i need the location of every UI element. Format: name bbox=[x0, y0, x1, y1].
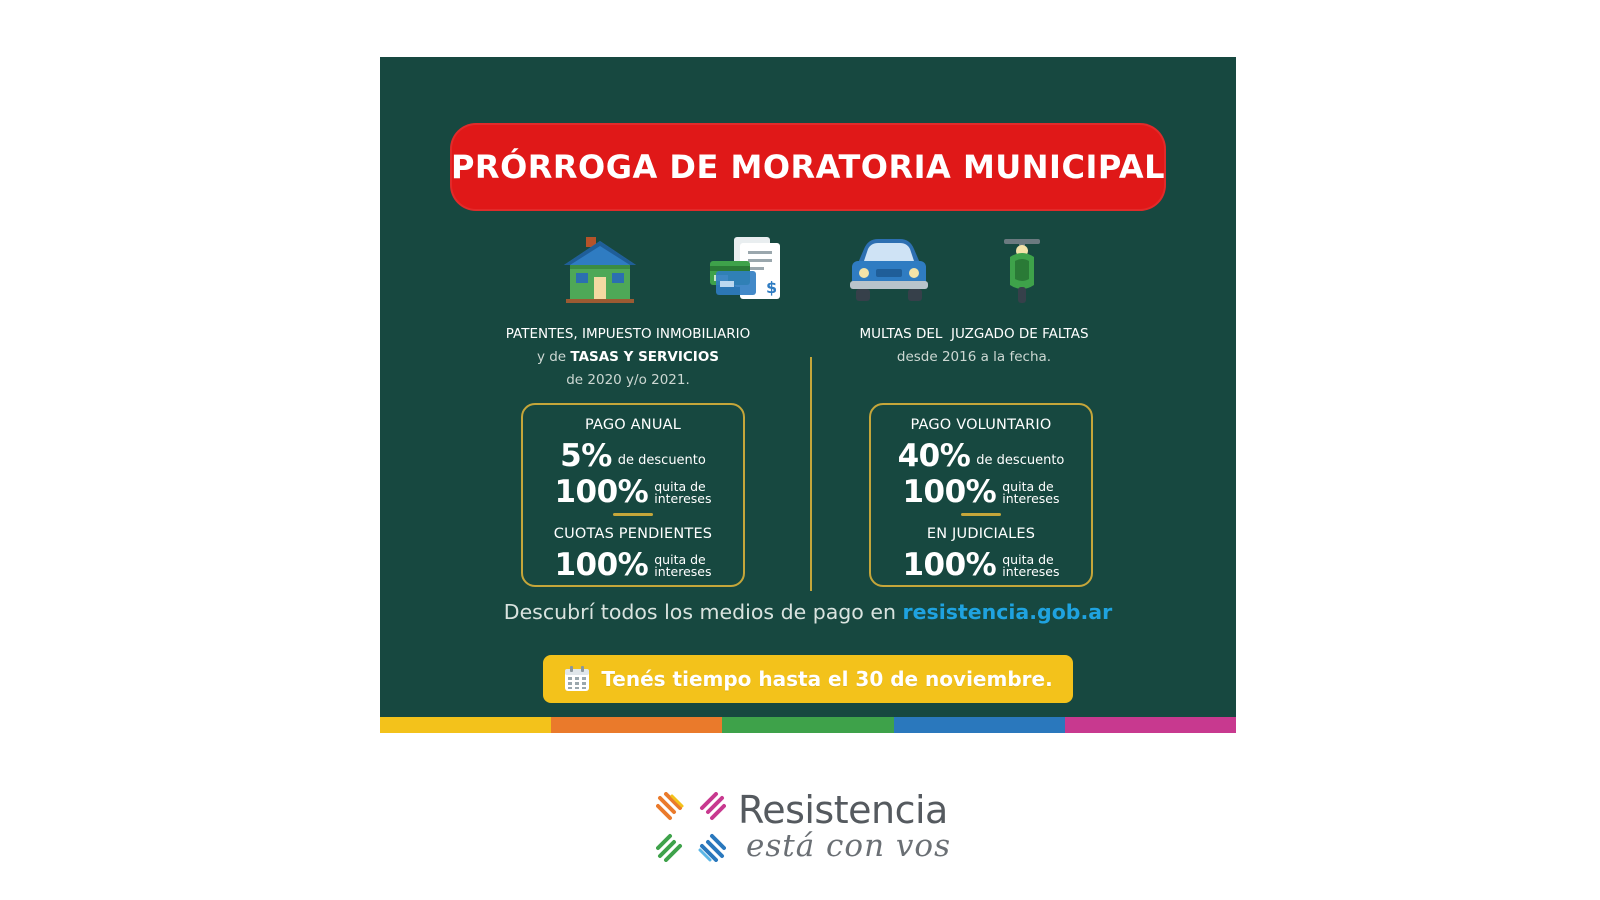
interest-value: 100% bbox=[554, 474, 649, 510]
property-taxes-line-2 bbox=[470, 346, 786, 369]
box-heading-annual: PAGO ANUAL bbox=[584, 417, 682, 433]
discount-label: de descuento bbox=[976, 453, 1065, 468]
interest-value-pending: 100% bbox=[554, 547, 649, 583]
interest-label bbox=[1002, 478, 1060, 506]
logo-tagline: está con vos bbox=[746, 828, 951, 864]
color-stripe bbox=[380, 717, 1236, 733]
interest-label-a: quita de bbox=[654, 478, 706, 494]
interest-label-pending bbox=[654, 551, 712, 579]
column-divider bbox=[810, 357, 812, 591]
fines-line-2: desde 2016 a la fecha. bbox=[896, 349, 1052, 365]
box-heading-judicial: EN JUDICIALES bbox=[926, 526, 1036, 542]
logo-name: Resistencia bbox=[738, 788, 948, 832]
svg-text:$: $ bbox=[766, 278, 778, 297]
deadline-text: Tenés tiempo hasta el 30 de noviembre. bbox=[601, 667, 1053, 691]
box-heading-pending: CUOTAS PENDIENTES bbox=[553, 526, 713, 542]
payment-methods-text bbox=[380, 600, 1236, 624]
interest-label-b: intereses bbox=[1002, 490, 1060, 506]
discount-row bbox=[523, 438, 743, 474]
interest-label bbox=[654, 478, 712, 506]
interest-label-b: intereses bbox=[654, 490, 712, 506]
property-taxes-line-1: PATENTES, IMPUESTO INMOBILIARIO bbox=[505, 326, 751, 342]
car-icon bbox=[848, 235, 930, 305]
resistencia-logo bbox=[656, 788, 966, 868]
interest-row bbox=[523, 474, 743, 510]
gold-separator bbox=[613, 513, 653, 516]
documents-payment-icon bbox=[708, 235, 780, 305]
voluntary-payment-box bbox=[869, 403, 1093, 587]
interest-row-pending bbox=[523, 547, 743, 583]
property-taxes-line-2-prefix: y de bbox=[536, 349, 571, 365]
title-banner bbox=[450, 123, 1166, 211]
fines-line-1: MULTAS DEL JUZGADO DE FALTAS bbox=[859, 326, 1089, 342]
resistencia-logo-mark bbox=[656, 792, 726, 862]
interest-row bbox=[871, 474, 1091, 510]
fines-description bbox=[816, 323, 1132, 369]
property-taxes-line-3: de 2020 y/o 2021. bbox=[566, 372, 690, 388]
interest-label-judicial-b: intereses bbox=[1002, 563, 1060, 579]
property-taxes-description bbox=[470, 323, 786, 392]
scooter-icon bbox=[1000, 235, 1044, 305]
house-icon bbox=[560, 235, 640, 305]
property-taxes-line-2-bold: TASAS Y SERVICIOS bbox=[570, 349, 720, 365]
interest-label-a: quita de bbox=[1002, 478, 1054, 494]
interest-label-pending-a: quita de bbox=[654, 551, 706, 567]
stripe-orange bbox=[551, 717, 722, 733]
box-heading-voluntary: PAGO VOLUNTARIO bbox=[910, 417, 1052, 433]
annual-payment-box bbox=[521, 403, 745, 587]
discount-label: de descuento bbox=[617, 453, 706, 468]
interest-value-judicial: 100% bbox=[902, 547, 997, 583]
stripe-magenta bbox=[1065, 717, 1236, 733]
payment-methods-link[interactable]: resistencia.gob.ar bbox=[902, 600, 1113, 624]
deadline-banner bbox=[543, 655, 1073, 703]
discount-value: 40% bbox=[897, 438, 971, 474]
interest-label-judicial-a: quita de bbox=[1002, 551, 1054, 567]
discount-value: 5% bbox=[560, 438, 612, 474]
gold-separator bbox=[961, 513, 1001, 516]
stripe-yellow bbox=[380, 717, 551, 733]
calendar-icon bbox=[563, 665, 591, 693]
interest-label-pending-b: intereses bbox=[654, 563, 712, 579]
moratoria-poster bbox=[380, 57, 1236, 733]
discount-row bbox=[871, 438, 1091, 474]
interest-row-judicial bbox=[871, 547, 1091, 583]
interest-value: 100% bbox=[902, 474, 997, 510]
stripe-green bbox=[722, 717, 893, 733]
interest-label-judicial bbox=[1002, 551, 1060, 579]
payment-methods-label: Descubrí todos los medios de pago en bbox=[503, 600, 896, 624]
poster-title: PRÓRROGA DE MORATORIA MUNICIPAL bbox=[450, 148, 1166, 186]
stripe-blue bbox=[894, 717, 1065, 733]
